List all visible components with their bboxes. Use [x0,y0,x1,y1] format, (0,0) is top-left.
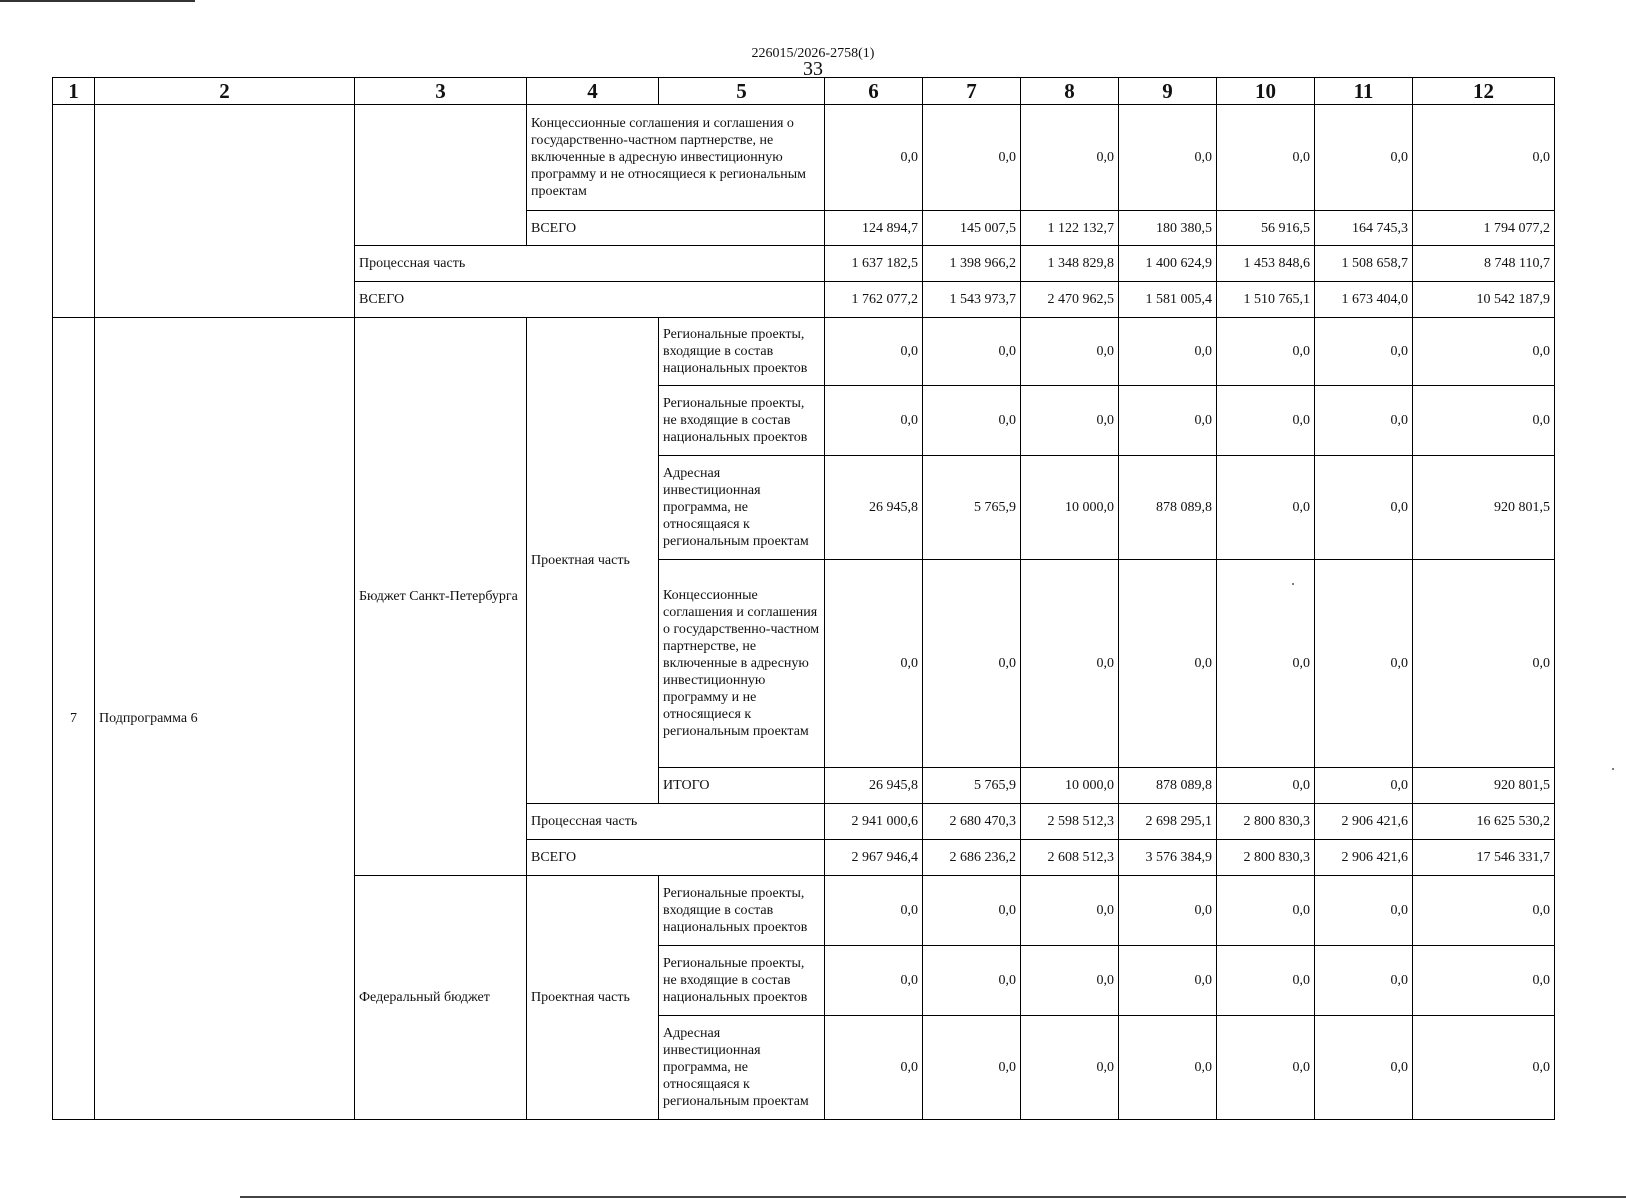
value-cell: 10 000,0 [1021,768,1119,804]
value-cell: 1 122 132,7 [1021,211,1119,246]
funding-source-cell [355,105,527,246]
value-cell: 1 543 973,7 [923,282,1021,318]
column-number: 2 [95,78,355,105]
column-number: 10 [1217,78,1315,105]
row-label: Концессионные соглашения и соглашения о государственно-частном партнерстве, не включенные в адресную инвестиционную программу и не относящиеся к региональным проектам [659,560,825,768]
value-cell: 5 765,9 [923,456,1021,560]
value-cell: 1 398 966,2 [923,246,1021,282]
value-cell: 0,0 [1021,318,1119,386]
value-cell: 1 673 404,0 [1315,282,1413,318]
column-number: 6 [825,78,923,105]
value-cell: 0,0 [1315,318,1413,386]
value-cell: 2 686 236,2 [923,840,1021,876]
value-cell: 1 400 624,9 [1119,246,1217,282]
value-cell: 0,0 [923,560,1021,768]
row-label: Адресная инвестиционная программа, не относящаяся к региональным проектам [659,1016,825,1120]
value-cell: 0,0 [1413,386,1555,456]
program-name-cell [95,105,355,318]
value-cell: 0,0 [1119,105,1217,211]
value-cell: 124 894,7 [825,211,923,246]
value-cell: 0,0 [1217,318,1315,386]
value-cell: 0,0 [825,560,923,768]
value-cell: 0,0 [1021,876,1119,946]
value-cell: 2 598 512,3 [1021,804,1119,840]
row-label: Региональные проекты, входящие в состав национальных проектов [659,318,825,386]
value-cell: 0,0 [1413,946,1555,1016]
row-label: Региональные проекты, входящие в состав национальных проектов [659,876,825,946]
value-cell: 0,0 [1119,560,1217,768]
column-number: 4 [527,78,659,105]
value-cell: 0,0 [1413,1016,1555,1120]
value-cell: 0,0 [1217,876,1315,946]
value-cell: 180 380,5 [1119,211,1217,246]
budget-table [52,77,1555,1120]
row-label: Процессная часть [527,804,825,840]
row-number-cell [53,105,95,318]
scan-edge-line [240,1196,1626,1198]
value-cell: 26 945,8 [825,768,923,804]
value-cell: 8 748 110,7 [1413,246,1555,282]
scan-speck [1612,768,1614,770]
value-cell: 0,0 [923,386,1021,456]
value-cell: 0,0 [923,1016,1021,1120]
value-cell: 0,0 [1315,105,1413,211]
value-cell: 0,0 [1119,318,1217,386]
value-cell: 145 007,5 [923,211,1021,246]
value-cell: 0,0 [1021,946,1119,1016]
value-cell: 10 000,0 [1021,456,1119,560]
scan-edge-line [0,0,195,2]
value-cell: 164 745,3 [1315,211,1413,246]
value-cell: 2 608 512,3 [1021,840,1119,876]
value-cell: 0,0 [825,386,923,456]
value-cell: 0,0 [923,105,1021,211]
value-cell: 2 800 830,3 [1217,840,1315,876]
value-cell: 0,0 [1217,768,1315,804]
value-cell: 0,0 [1315,946,1413,1016]
project-part-label: Проектная часть [527,876,659,1120]
value-cell: 16 625 530,2 [1413,804,1555,840]
document-number: 226015/2026-2758(1) [751,46,875,61]
table-row [53,318,1555,386]
value-cell: 0,0 [825,946,923,1016]
value-cell: 56 916,5 [1217,211,1315,246]
value-cell: 0,0 [825,105,923,211]
page-number: 33 [803,58,823,80]
value-cell: 0,0 [1217,456,1315,560]
value-cell: 2 800 830,3 [1217,804,1315,840]
value-cell: 0,0 [825,1016,923,1120]
column-number-row [53,78,1555,105]
subprogram-name: Подпрограмма 6 [95,318,355,1120]
value-cell: 0,0 [825,318,923,386]
value-cell: 1 453 848,6 [1217,246,1315,282]
value-cell: 2 967 946,4 [825,840,923,876]
value-cell: 0,0 [825,876,923,946]
value-cell: 1 508 658,7 [1315,246,1413,282]
value-cell: 5 765,9 [923,768,1021,804]
value-cell: 0,0 [1315,560,1413,768]
value-cell: 0,0 [1315,876,1413,946]
value-cell: 0,0 [1217,386,1315,456]
row-label: Процессная часть [355,246,825,282]
value-cell: 2 680 470,3 [923,804,1021,840]
value-cell: 1 510 765,1 [1217,282,1315,318]
value-cell: 0,0 [923,876,1021,946]
value-cell: 878 089,8 [1119,456,1217,560]
column-number: 1 [53,78,95,105]
column-number: 9 [1119,78,1217,105]
value-cell: 2 941 000,6 [825,804,923,840]
funding-source: Федеральный бюджет [355,876,527,1120]
row-number: 7 [53,318,95,1120]
value-cell: 2 698 295,1 [1119,804,1217,840]
column-number: 8 [1021,78,1119,105]
column-number: 3 [355,78,527,105]
value-cell: 0,0 [1021,386,1119,456]
row-label: Региональные проекты, не входящие в состав национальных проектов [659,946,825,1016]
value-cell: 26 945,8 [825,456,923,560]
value-cell: 0,0 [1021,105,1119,211]
value-cell: 0,0 [1413,876,1555,946]
column-number: 11 [1315,78,1413,105]
value-cell: 0,0 [1315,386,1413,456]
value-cell: 878 089,8 [1119,768,1217,804]
value-cell: 2 906 421,6 [1315,840,1413,876]
value-cell: 1 637 182,5 [825,246,923,282]
value-cell: 0,0 [1217,946,1315,1016]
value-cell: 0,0 [1021,560,1119,768]
value-cell: 3 576 384,9 [1119,840,1217,876]
row-label: ВСЕГО [355,282,825,318]
column-number: 5 [659,78,825,105]
value-cell: 10 542 187,9 [1413,282,1555,318]
column-number: 12 [1413,78,1555,105]
value-cell: 920 801,5 [1413,456,1555,560]
value-cell: 0,0 [923,318,1021,386]
value-cell: 2 906 421,6 [1315,804,1413,840]
value-cell: 0,0 [1217,105,1315,211]
value-cell: 0,0 [1021,1016,1119,1120]
row-label: ВСЕГО [527,211,825,246]
value-cell: 0,0 [1315,768,1413,804]
value-cell: 0,0 [1119,386,1217,456]
row-label: Адресная инвестиционная программа, не относящаяся к региональным проектам [659,456,825,560]
row-label: ВСЕГО [527,840,825,876]
value-cell: 920 801,5 [1413,768,1555,804]
project-part-label: Проектная часть [527,318,659,804]
value-cell: 0,0 [1217,1016,1315,1120]
value-cell: 0,0 [1413,560,1555,768]
value-cell: 0,0 [1119,876,1217,946]
table-row [53,105,1555,211]
value-cell: 1 581 005,4 [1119,282,1217,318]
row-label: ИТОГО [659,768,825,804]
column-number: 7 [923,78,1021,105]
value-cell: 0,0 [1413,318,1555,386]
funding-source: Бюджет Санкт-Петербурга [355,318,527,876]
value-cell: 2 470 962,5 [1021,282,1119,318]
value-cell: 1 762 077,2 [825,282,923,318]
value-cell: 0,0 [1217,560,1315,768]
row-label: Концессионные соглашения и соглашения о государственно-частном партнерстве, не включенные в адресную инвестиционную программу и не относящиеся к региональным проектам [527,105,825,211]
value-cell: 1 348 829,8 [1021,246,1119,282]
value-cell: 1 794 077,2 [1413,211,1555,246]
row-label: Региональные проекты, не входящие в состав национальных проектов [659,386,825,456]
value-cell: 0,0 [923,946,1021,1016]
value-cell: 0,0 [1315,456,1413,560]
value-cell: 0,0 [1413,105,1555,211]
value-cell: 0,0 [1119,946,1217,1016]
value-cell: 17 546 331,7 [1413,840,1555,876]
value-cell: 0,0 [1119,1016,1217,1120]
value-cell: 0,0 [1315,1016,1413,1120]
